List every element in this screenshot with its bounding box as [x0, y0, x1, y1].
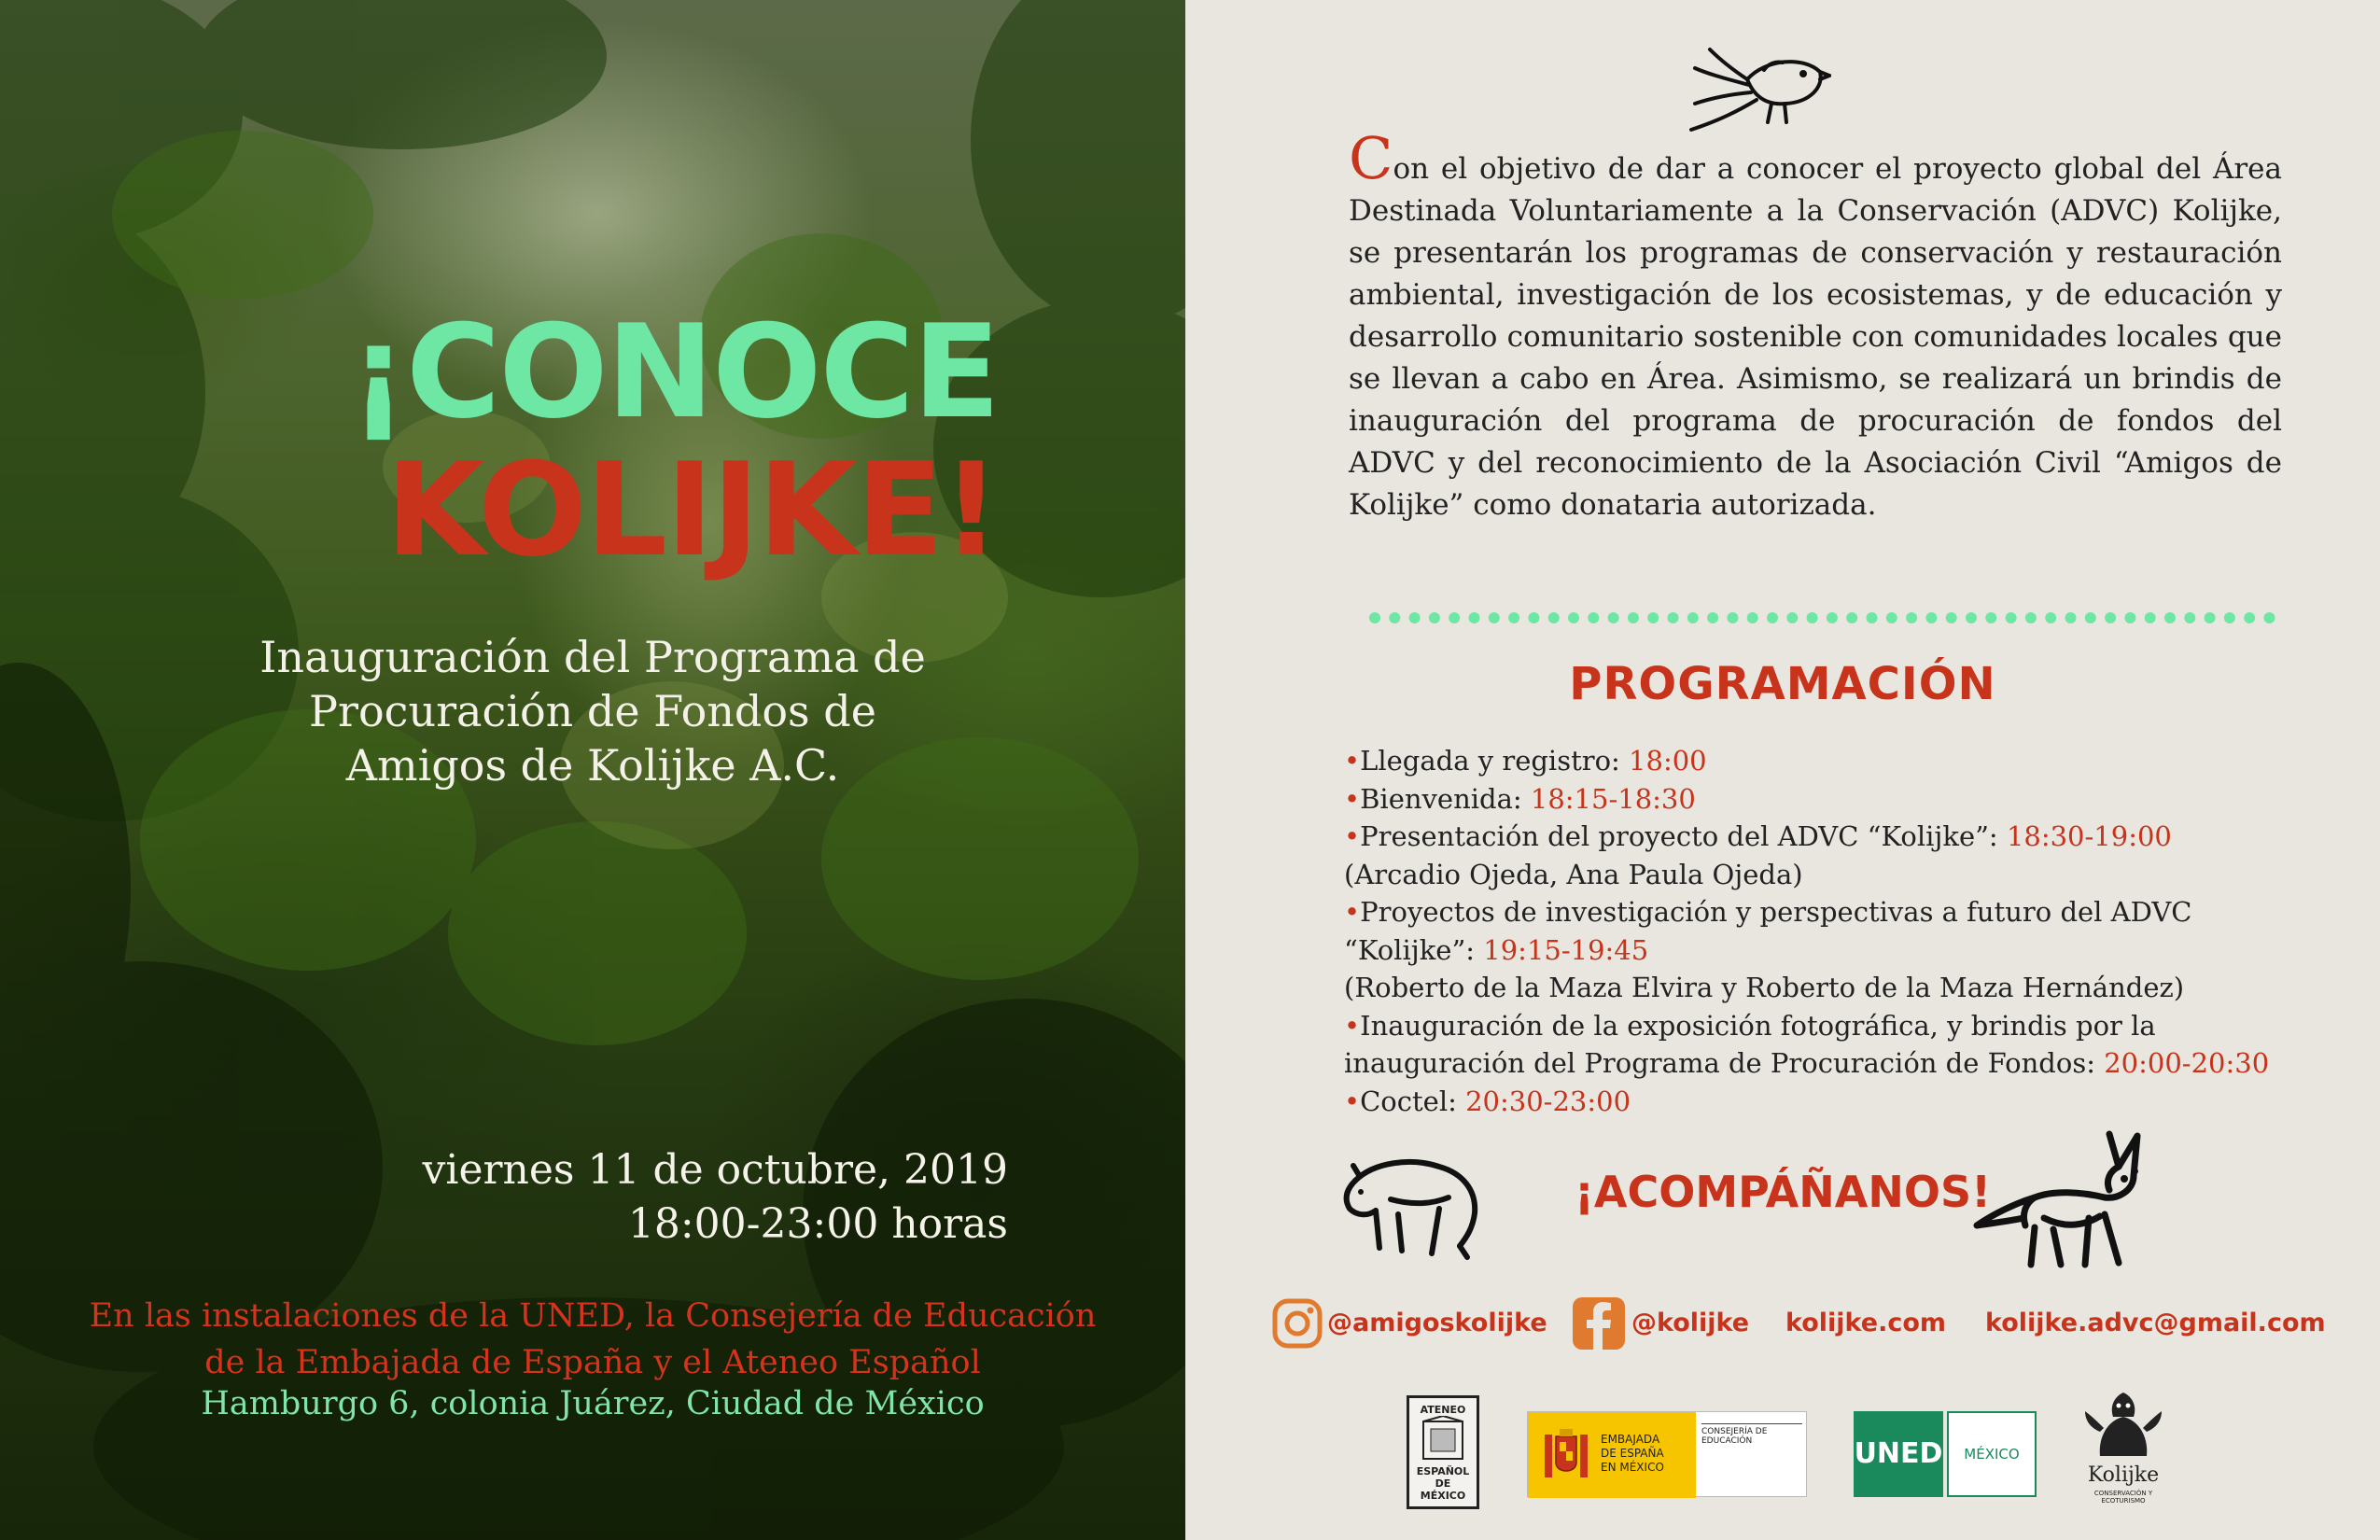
divider-dot [1409, 612, 1421, 623]
schedule-label: “Kolijke”: [1344, 933, 1484, 966]
schedule-item [1344, 780, 2277, 819]
divider-dot [2025, 612, 2037, 623]
event-subtitle [149, 630, 1036, 792]
embajada-text [1601, 1433, 1664, 1475]
bullet-icon: • [1344, 1085, 1361, 1117]
schedule-time: 18:00 [1629, 745, 1707, 777]
divider-dot [1647, 612, 1659, 623]
divider-dot [2145, 612, 2156, 623]
subtitle-line: Amigos de Kolijke A.C. [345, 740, 840, 791]
divider-dot [1628, 612, 1639, 623]
schedule-label: Bienvenida: [1360, 782, 1531, 815]
forest-photo-panel [0, 0, 1185, 1540]
facebook-icon[interactable] [1573, 1297, 1625, 1350]
bullet-icon: • [1344, 820, 1361, 852]
divider-dot [1568, 612, 1579, 623]
divider-dot [1508, 612, 1519, 623]
divider-dot [1946, 612, 1957, 623]
instagram-icon[interactable] [1271, 1297, 1323, 1350]
ateneo-logo-text: ATENEO [1420, 1404, 1466, 1416]
uned-mexico-logo: MÉXICO [1947, 1411, 2037, 1497]
main-title [224, 297, 999, 585]
divider-dot [1727, 612, 1738, 623]
divider-dot [2264, 612, 2275, 623]
programacion-heading: PROGRAMACIÓN [1569, 658, 1996, 710]
schedule-item-continued [1344, 1044, 2277, 1083]
venue-line: de la Embajada de España y el Ateneo Español [204, 1344, 981, 1381]
social-links [1185, 1297, 2380, 1363]
title-line-kolijke: KOLIJKE! [385, 435, 999, 585]
event-date-block [392, 1143, 1008, 1252]
divider-dot [2244, 612, 2255, 623]
divider-dot [1489, 612, 1500, 623]
divider-dot [1985, 612, 1996, 623]
schedule-item [1344, 1007, 2277, 1045]
divider-dot [1687, 612, 1699, 623]
divider-dot [1767, 612, 1778, 623]
website-link[interactable]: kolijke.com [1785, 1309, 1947, 1337]
schedule-time: 20:00-20:30 [2104, 1047, 2270, 1079]
divider-dot [1846, 612, 1857, 623]
schedule-label: Llegada y registro: [1360, 745, 1630, 777]
instagram-handle-link[interactable]: @amigoskolijke [1327, 1309, 1547, 1337]
embajada-text-line: EN MÉXICO [1601, 1461, 1664, 1474]
divider-dot [1369, 612, 1380, 623]
divider-dot [1668, 612, 1679, 623]
subtitle-line: Inauguración del Programa de [259, 632, 926, 682]
schedule-label: inauguración del Programa de Procuración de Fondos: [1344, 1047, 2105, 1079]
divider-dot [1469, 612, 1480, 623]
bullet-icon: • [1344, 1009, 1361, 1042]
divider-dot [1906, 612, 1917, 623]
schedule-time: 18:15-18:30 [1530, 782, 1696, 815]
divider-dot [1867, 612, 1878, 623]
ateneo-espanol-logo [1407, 1395, 1479, 1509]
title-line-conoce: ¡CONOCE [349, 297, 999, 447]
divider-dot [2184, 612, 2195, 623]
bullet-icon: • [1344, 745, 1361, 777]
embajada-text-line: DE ESPAÑA [1601, 1447, 1664, 1460]
schedule-label: Inauguración de la exposición fotográfica, y brindis por la [1360, 1009, 2156, 1042]
divider-dot [2124, 612, 2135, 623]
divider-dot [2105, 612, 2116, 623]
divider-dot [1827, 612, 1838, 623]
email-link[interactable]: kolijke.advc@gmail.com [1985, 1309, 2326, 1337]
divider-dot [2224, 612, 2235, 623]
divider-dot [1389, 612, 1400, 623]
divider-dot [1608, 612, 1619, 623]
divider-dot [1747, 612, 1758, 623]
divider-dot [2045, 612, 2056, 623]
divider-dot [1807, 612, 1818, 623]
venue-text [65, 1293, 1120, 1386]
event-hours: 18:00-23:00 horas [627, 1200, 1008, 1248]
divider-dot [1925, 612, 1937, 623]
divider-dot [2164, 612, 2176, 623]
consejeria-text: CONSEJERÍA DE EDUCACIÓN [1701, 1423, 1802, 1446]
info-panel [1185, 0, 2380, 1540]
divider-dot [2205, 612, 2216, 623]
divider-dot [1548, 612, 1560, 623]
bullet-icon: • [1344, 782, 1361, 815]
ateneo-logo-text: ESPAÑOL [1416, 1465, 1470, 1477]
sponsor-logos [1185, 1391, 2380, 1512]
bird-illustration-icon [1682, 42, 1831, 135]
facebook-handle-link[interactable]: @kolijke [1631, 1309, 1750, 1337]
kolijke-logo-tagline: CONSERVACIÓN Y ECOTURISMO [2093, 1490, 2153, 1505]
intro-dropcap: C [1349, 124, 1393, 192]
bullet-icon: • [1344, 896, 1361, 928]
subtitle-line: Procuración de Fondos de [309, 686, 876, 736]
schedule-time: 20:30-23:00 [1465, 1085, 1631, 1117]
schedule-item [1344, 742, 2277, 780]
schedule-label: Presentación del proyecto del ADVC “Kolijke”: [1360, 820, 2007, 852]
schedule-label: Proyectos de investigación y perspectivas a futuro del ADVC [1360, 896, 2192, 928]
event-date: viernes 11 de octubre, 2019 [422, 1146, 1008, 1194]
divider-dot [1528, 612, 1539, 623]
divider-dot [1429, 612, 1440, 623]
divider-dot [1449, 612, 1460, 623]
venue-address: Hamburgo 6, colonia Juárez, Ciudad de México [201, 1385, 985, 1422]
schedule-speakers: (Arcadio Ojeda, Ana Paula Ojeda) [1344, 858, 1803, 890]
divider-dot [1588, 612, 1599, 623]
divider-dot [2085, 612, 2096, 623]
divider-dot [2006, 612, 2017, 623]
ateneo-logo-text: DE [1435, 1477, 1451, 1490]
kolijke-logo-name: Kolijke [2087, 1463, 2160, 1487]
dotted-divider [1367, 609, 2291, 627]
embajada-espana-logo [1527, 1411, 1807, 1497]
bear-illustration-icon [1337, 1143, 1491, 1269]
ateneo-emblem-icon [1418, 1416, 1468, 1463]
intro-paragraph [1349, 124, 2282, 526]
divider-dot [1786, 612, 1798, 623]
schedule-item [1344, 893, 2277, 931]
schedule-list [1344, 742, 2277, 1120]
embajada-text-line: EMBAJADA [1601, 1433, 1660, 1446]
spain-coat-of-arms-icon [1539, 1425, 1593, 1485]
schedule-time: 18:30-19:00 [2006, 820, 2172, 852]
schedule-item [1344, 818, 2277, 856]
schedule-label: Coctel: [1360, 1085, 1466, 1117]
schedule-item-continued [1344, 931, 2277, 970]
schedule-time: 19:15-19:45 [1483, 933, 1649, 966]
kolijke-emblem-icon [2072, 1391, 2175, 1465]
schedule-item [1344, 1083, 2277, 1121]
divider-dot [2065, 612, 2077, 623]
fox-illustration-icon [1969, 1125, 2156, 1293]
divider-dot [1966, 612, 1977, 623]
uned-logo: UNED [1854, 1411, 1943, 1497]
divider-dot [1886, 612, 1897, 623]
kolijke-logo [2072, 1391, 2175, 1512]
intro-text: on el objetivo de dar a conocer el proyecto global del Área Destinada Voluntariamente a la Conservación (ADVC) Kolijke, se presentarán los programas de conservación y restauración ambiental, investigación de los ecosistemas, y de educación y desarrollo comunitario sostenible con comunidades locales que se llevan a cabo en Área. Asimismo, se realizará un brindis de inauguración del programa de procuración de fondos del ADVC y del reconocimiento de la Asociación Civil “Amigos de Kolijke” como donataria autorizada. [1349, 152, 2282, 522]
divider-dot [1707, 612, 1718, 623]
join-us-heading: ¡ACOMPÁÑANOS! [1574, 1167, 1992, 1217]
schedule-speakers: (Roberto de la Maza Elvira y Roberto de la Maza Hernández) [1344, 972, 2185, 1003]
venue-line: En las instalaciones de la UNED, la Consejería de Educación [89, 1297, 1097, 1335]
ateneo-logo-text: MÉXICO [1420, 1490, 1466, 1502]
